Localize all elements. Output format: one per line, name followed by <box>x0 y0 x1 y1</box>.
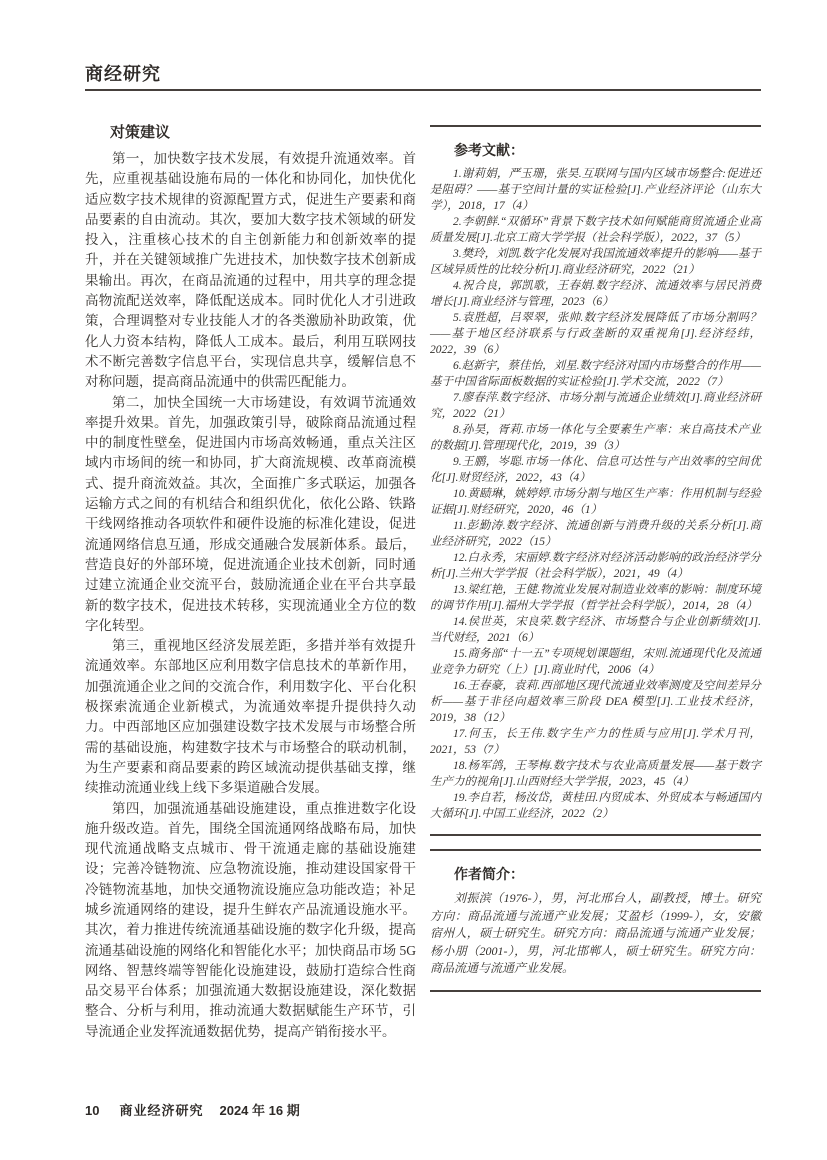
reference-item: 2.李朝鲜.“双循环”背景下数字技术如何赋能商贸流通企业高质量发展[J].北京工商大学学报（社会科学版），2022，37（5） <box>430 216 761 244</box>
page-header-title: 商经研究 <box>85 64 161 84</box>
body-paragraph: 第二，加快全国统一大市场建设，有效调节流通效率提升效果。首先，加强政策引导，破除商品流通过程中的制度性壁垒，促进国内市场高效畅通，重点关注区域内市场间的统一和协同，扩大商流规模、改革商流模式、提升商流效益。其次，全面推广多式联运，加强各运输方式之间的有机结合和组织优化，依化公路、铁路干线网络推动各项软件和硬件设施的标准化建设，促进流通网络信息互通，形成交通融合发展新体系。最后，营造良好的外部环境，促进流通企业技术创新，同时通过建立流通企业交流平台，鼓励流通企业在平台共享最新的数字技术，促进技术转移，实现流通业全方位的数字化转型。 <box>85 394 416 633</box>
reference-item: 10.黄赜琳，姚婷婷.市场分割与地区生产率：作用机制与经验证据[J].财经研究，2020，46（1） <box>430 488 761 516</box>
reference-item: 6.赵新宇，蔡佳怡，刘星.数字经济对国内市场整合的作用——基于中国省际面板数据的实证检验[J].学术交流，2022（7） <box>430 360 761 388</box>
body-paragraph: 第四，加强流通基础设施建设，重点推进数字化设施升级改造。首先，围绕全国流通网络战略布局，加快现代流通战略支点城市、骨干流通走廊的基础设施建设；完善冷链物流、应急物流设施，推动建设国家骨干冷链物流基地，加快交通物流设施应急功能改造；补足城乡流通网络的建设，提升生鲜农产品流通设施水平。其次，着力推进传统流通基础设施的数字化升级，提高流通基础设施的网络化和智能化水平；加快商品市场 5G 网络、智慧终端等智能化设施建设，鼓励打造综合性商品交易平台体系；加强流通大数据设施建设，深化数据整合、分析与利用，推动流通大数据赋能生产环节，引导流通企业发挥流通数据优势，提高产销衔接水平。 <box>85 800 416 1039</box>
reference-item: 5.袁胜超，吕翠翠，张帅.数字经济发展降低了市场分割吗？——基于地区经济联系与行政垄断的双重视角[J].经济经纬，2022，39（6） <box>430 312 761 356</box>
author-bio-heading: 作者简介： <box>454 866 524 882</box>
reference-item: 16.王春豪，袁莉.西部地区现代流通业效率测度及空间差异分析——基于非径向超效率三阶段 DEA 模型[J].工业技术经济，2019，38（12） <box>430 680 761 724</box>
footer-issue: 2024 年 16 期 <box>219 1103 300 1118</box>
reference-item: 19.李自若，杨汝岱，黄桂田.内贸成本、外贸成本与畅通国内大循环[J].中国工业经济，2022（2） <box>430 792 761 820</box>
footer-journal-name: 商业经济研究 <box>119 1103 204 1118</box>
body-paragraph: 第三，重视地区经济发展差距，多措并举有效提升流通效率。东部地区应利用数字信息技术的革新作用，加强流通企业之间的交流合作，利用数字化、平台化积极探索流通企业新模式，为流通效率提升提供持久动力。中西部地区应加强建设数字技术发展与市场整合所需的基础设施，构建数字技术与市场整合的联动机制，为生产要素和商品要素的跨区域流动提供基础支撑，继续推动流通业线上线下多渠道融合发展。 <box>85 638 416 796</box>
reference-item: 12.白永秀，宋丽婷.数字经济对经济活动影响的政治经济学分析[J].兰州大学学报（社会科学版），2021，49（4） <box>430 552 761 580</box>
references-heading: 参考文献： <box>454 142 524 158</box>
reference-item: 1.谢莉娟，严玉珊，张昊.互联网与国内区域市场整合:促进还是阻碍？——基于空间计量的实证检验[J].产业经济评论（山东大学），2018，17（4） <box>430 168 761 212</box>
reference-item: 18.杨军鸽，王琴梅.数字技术与农业高质量发展——基于数字生产力的视角[J].山西财经大学学报，2023，45（4） <box>430 760 761 788</box>
right-column <box>430 125 761 992</box>
page-footer <box>85 1100 300 1119</box>
reference-item: 11.彭勤涛.数字经济、流通创新与消费升级的关系分析[J].商业经济研究，2022（15） <box>430 520 761 548</box>
reference-item: 15.商务部“十一五”专项规划课题组，宋则.流通现代化及流通业竞争力研究（上）[J].商业时代，2006（4） <box>430 648 761 676</box>
header-rule <box>85 89 761 91</box>
reference-item: 13.梁红艳，王健.物流业发展对制造业效率的影响：制度环境的调节作用[J].福州大学学报（哲学社会科学版），2014，28（4） <box>430 584 761 612</box>
author-bio-box <box>430 849 761 992</box>
reference-item: 7.廖春萍.数字经济、市场分割与流通企业绩效[J].商业经济研究，2022（21） <box>430 392 761 420</box>
reference-item: 4.祝合良，郭凯歌，王春娟.数字经济、流通效率与居民消费增长[J].商业经济与管理，2023（6） <box>430 280 761 308</box>
author-bio-text: 刘振滨（1976-），男，河北邢台人，副教授，博士。研究方向：商品流通与流通产业发展；艾盈杉（1999-），女，安徽宿州人，硕士研究生。研究方向：商品流通与流通产业发展；杨小朋（2001-），男，河北邯郸人，硕士研究生。研究方向：商品流通与流通产业发展。 <box>430 891 761 975</box>
footer-page-number: 10 <box>85 1103 100 1118</box>
reference-item: 9.王鹏，岑聪.市场一体化、信息可达性与产出效率的空间优化[J].财贸经济，2022，43（4） <box>430 456 761 484</box>
section-heading: 对策建议 <box>110 124 171 141</box>
body-paragraph: 第一，加快数字技术发展，有效提升流通效率。首先，应重视基础设施布局的一体化和协同化，加快优化适应数字技术规律的资源配置方式，促进生产要素和商品要素的自由流动。其次，要加大数字技术领域的研发投入，注重核心技术的自主创新能力和创新效率的提升，并在关键领域推广先进技术，加快数字技术创新成果输出。再次，在商品流通的过程中，用共享的理念提高物流配送效率，降低配送成本。同时优化人才引进政策，合理调整对专业技能人才的各类激励补助政策，优化人力资本结构，降低人工成本。最后，利用互联网技术不断完善数字信息平台，实现信息共享，缓解信息不对称问题，提高商品流通中的供需匹配能力。 <box>85 151 416 390</box>
reference-item: 3.樊玲，刘凯.数字化发展对我国流通效率提升的影响——基于区域异质性的比较分析[J].商业经济研究，2022（21） <box>430 248 761 276</box>
reference-item: 14.侯世英，宋良荣.数字经济、市场整合与企业创新绩效[J].当代财经，2021（6） <box>430 616 761 644</box>
references-box <box>430 125 761 836</box>
left-column <box>85 121 416 1042</box>
reference-item: 8.孙昊，胥莉.市场一体化与全要素生产率：来自高技术产业的数据[J].管理现代化，2019，39（3） <box>430 424 761 452</box>
reference-item: 17.何玉，长王伟.数字生产力的性质与应用[J].学术月刊，2021，53（7） <box>430 728 761 756</box>
